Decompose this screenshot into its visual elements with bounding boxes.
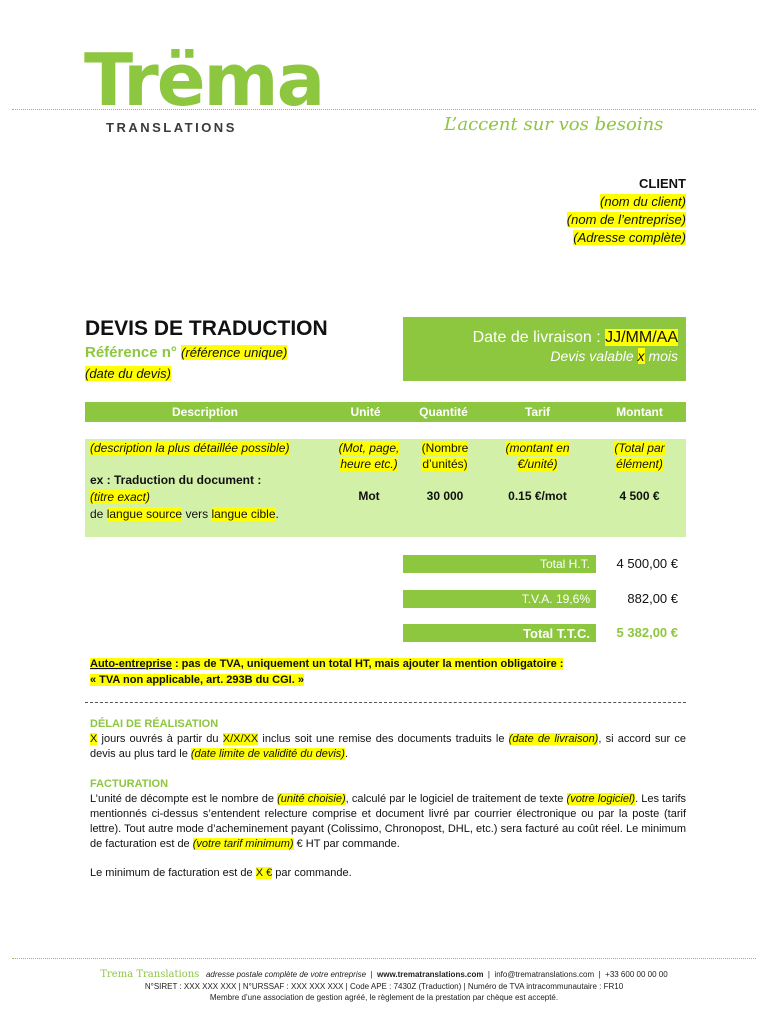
rate-hint-1: (montant en — [505, 441, 570, 455]
fact-text-3: . Les tarifs mentionnés ci-dessus s’entendent relecture comprise et document livré par courrier électronique ou par la poste (tarif lettre). Tout autre mode d’acheminement payant (Colissimo, Chronopost, DHL, etc.) sera facturé au coût réel. Le minimum de facturation est de — [90, 793, 687, 850]
delai-text-4: . — [344, 748, 349, 760]
min-text-1: Le minimum de facturation est de — [90, 867, 256, 879]
delai-text-1: jours ouvrés à partir du — [97, 733, 223, 745]
delai-title: DÉLAI DE RÉALISATION — [90, 718, 219, 730]
example-source: langue source — [106, 507, 183, 521]
header-unit: Unité — [350, 405, 381, 419]
logo-subtitle: TRANSLATIONS — [106, 120, 237, 135]
footer-sep: | — [598, 970, 601, 979]
footer-sep: | — [487, 970, 490, 979]
fact-text-4: € HT par commande. — [293, 838, 400, 850]
tagline: L’accent sur vos besoins — [444, 114, 664, 135]
total-ht-value: 4 500,00 € — [616, 556, 678, 571]
auto-label: Auto-entreprise — [90, 658, 172, 670]
fact-unit: (unité choisie) — [277, 793, 346, 805]
qty-hint-2: d’unités) — [422, 457, 468, 471]
facturation-paragraph — [90, 792, 686, 852]
header-divider — [12, 109, 756, 110]
footer-line-1 — [0, 969, 768, 980]
delai-validity-date: (date limite de validité du devis) — [190, 748, 345, 760]
total-ttc-label: Total T.T.C. — [403, 624, 596, 642]
client-address: (Adresse complète) — [573, 230, 686, 245]
validity-x: x — [637, 348, 645, 364]
delivery-box — [403, 317, 686, 381]
fact-software: (votre logiciel) — [566, 793, 636, 805]
delai-paragraph — [90, 732, 686, 762]
auto-text-2: « TVA non applicable, art. 293B du CGI. » — [90, 674, 304, 686]
client-name: (nom du client) — [600, 194, 686, 209]
auto-entreprise-note — [90, 656, 563, 688]
example-de: de — [90, 507, 104, 521]
client-company: (nom de l’entreprise) — [566, 212, 686, 227]
header-quantity: Quantité — [419, 405, 468, 419]
rate-hint-2: €/unité) — [517, 457, 558, 471]
header-amount: Montant — [616, 405, 663, 419]
delivery-label: Date de livraison : — [472, 329, 601, 346]
footer-site[interactable]: www.trematranslations.com — [377, 970, 484, 979]
footer-address: adresse postale complète de votre entreprise — [205, 970, 367, 979]
footer-phone: +33 600 00 00 00 — [605, 970, 668, 979]
quote-reference — [85, 344, 287, 361]
row-quantity: 30 000 — [426, 489, 464, 503]
delai-text-3: , si accord sur ce devis au plus tard le — [90, 733, 687, 760]
footer-line-3: Membre d’une association de gestion agréé, le règlement de la prestation par chèque est accepté. — [209, 993, 559, 1002]
reference-label: Référence n° — [85, 344, 177, 361]
example-title: (titre exact) — [90, 490, 151, 504]
qty-hint-1: (Nombre — [421, 441, 469, 455]
example-vers: vers — [185, 507, 209, 521]
reference-value: (référence unique) — [181, 345, 288, 360]
auto-text-1: : pas de TVA, uniquement un total HT, mais ajouter la mention obligatoire : — [171, 658, 564, 670]
fact-text-1: L’unité de décompte est le nombre de — [90, 793, 278, 805]
unit-hint-1: (Mot, page, — [338, 441, 400, 455]
client-block — [567, 175, 686, 247]
total-ttc-value: 5 382,00 € — [616, 625, 678, 640]
footer-email[interactable]: info@trematranslations.com — [494, 970, 595, 979]
table-header — [85, 402, 686, 422]
facturation-title: FACTURATION — [90, 778, 169, 790]
min-text-2: par commande. — [272, 867, 352, 879]
min-value: X € — [255, 867, 273, 879]
row-unit: Mot — [358, 489, 380, 503]
description-hint: (description la plus détaillée possible) — [90, 441, 290, 455]
delivery-date: JJ/MM/AA — [605, 329, 678, 346]
amount-hint-2: élément) — [616, 457, 663, 471]
footer-sep: | — [370, 970, 373, 979]
footer-line-2: N°SIRET : XXX XXX XXX | N°URSSAF : XXX XXX XXX | Code APE : 7430Z (Traduction) | Numéro de TVA intracommunautaire : FR10 — [144, 982, 624, 991]
fact-text-2: , calculé par le logiciel de traitement de texte — [345, 793, 567, 805]
delai-text-2: inclus soit une remise des documents traduits le — [258, 733, 509, 745]
client-label: CLIENT — [639, 176, 686, 191]
header-rate: Tarif — [524, 405, 551, 419]
amount-hint-1: (Total par — [614, 441, 665, 455]
example-target: langue cible — [211, 507, 276, 521]
logo-wordmark: Trëma — [84, 38, 324, 122]
quote-title: DEVIS DE TRADUCTION — [85, 317, 328, 340]
minimum-paragraph — [90, 866, 686, 881]
quote-date: (date du devis) — [85, 366, 171, 381]
total-ht-label: Total H.T. — [403, 555, 596, 573]
header-description: Description — [171, 405, 238, 419]
section-divider — [85, 702, 686, 703]
delai-start-date: X/X/XX — [222, 733, 259, 745]
fact-minimum: (votre tarif minimum) — [192, 838, 294, 850]
validity-suffix: mois — [648, 348, 678, 364]
unit-hint-2: heure etc.) — [340, 457, 398, 471]
validity-prefix: Devis valable — [550, 348, 634, 364]
example-dot: . — [275, 507, 279, 521]
footer-brand: Trema Translations — [100, 969, 200, 980]
delai-delivery-date: (date de livraison) — [508, 733, 599, 745]
tva-label: T.V.A. 19,6% — [403, 590, 596, 608]
row-rate: 0.15 €/mot — [508, 489, 567, 503]
row-amount: 4 500 € — [619, 489, 660, 503]
tva-value: 882,00 € — [627, 591, 678, 606]
example-label: ex : Traduction du document : — [90, 473, 262, 487]
delai-x: X — [90, 733, 98, 745]
footer-divider — [12, 958, 756, 959]
table-row — [85, 439, 686, 537]
